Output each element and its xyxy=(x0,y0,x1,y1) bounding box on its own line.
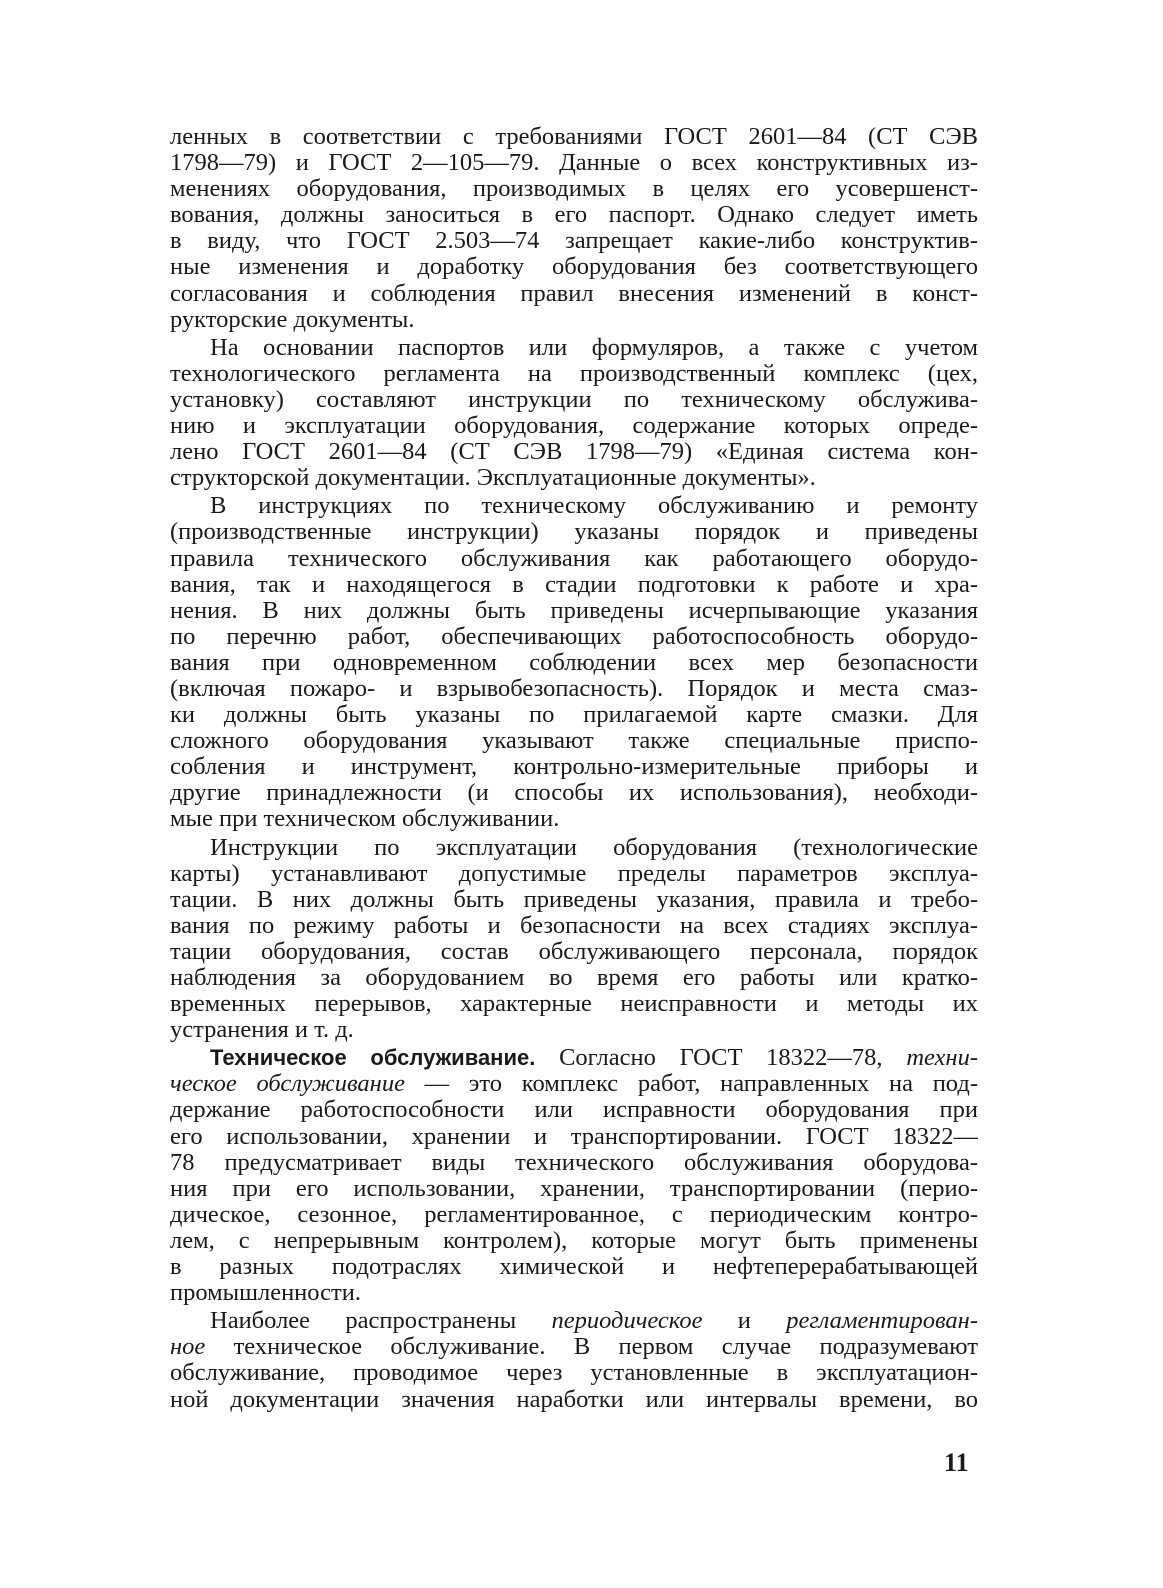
text-line: устранения и т. д. xyxy=(170,1017,354,1044)
text-run: и xyxy=(702,1308,787,1335)
text-line: согласования и соблюдения правил внесения изменений в конст- xyxy=(170,280,978,307)
text-line: вания при одновременном соблюдении всех мер безопасности xyxy=(170,649,978,676)
text-line: менениях оборудования, производимых в целях его усовершенст- xyxy=(170,176,978,203)
text-line: тации оборудования, состав обслуживающего персонала, порядок xyxy=(170,938,978,965)
text-line: лем, с непрерывным контролем), которые могут быть применены xyxy=(170,1227,978,1254)
text-line: в виду, что ГОСТ 2.503—74 запрещает какие-либо конструктив- xyxy=(170,228,978,255)
italic-term: регламентирован- xyxy=(786,1308,978,1335)
text-line: ные изменения и доработку оборудования без соответствующего xyxy=(170,254,978,281)
section-heading: Техническое обслуживание. xyxy=(210,1045,536,1071)
text-line: Инструкции по эксплуатации оборудования (технологические xyxy=(210,834,978,861)
text-line xyxy=(170,1045,978,1071)
text-line: правила технического обслуживания как работающего оборудо- xyxy=(170,545,978,572)
document-page xyxy=(170,124,978,1413)
text-line: нения. В них должны быть приведены исчерпывающие указания xyxy=(170,597,978,624)
text-line: карты) устанавливают допустимые пределы параметров эксплуа- xyxy=(170,860,978,887)
paragraph-2 xyxy=(170,335,978,492)
text-line: В инструкциях по техническому обслуживанию и ремонту xyxy=(210,493,978,520)
text-line: нию и эксплуатации оборудования, содержание которых опреде- xyxy=(170,413,978,440)
text-line: 78 предусматривает виды технического обслуживания оборудова- xyxy=(170,1149,978,1176)
text-line: ки должны быть указаны по прилагаемой карте смазки. Для xyxy=(170,702,978,729)
text-run: Наиболее распространены xyxy=(210,1308,552,1335)
text-line: по перечню работ, обеспечивающих работоспособность оборудо- xyxy=(170,623,978,650)
text-line: вания, так и находящегося в стадии подготовки к работе и хра- xyxy=(170,571,978,598)
text-line xyxy=(170,1071,978,1097)
italic-term: ное xyxy=(170,1334,206,1361)
italic-term: периодическое xyxy=(551,1308,703,1335)
text-run: Согласно ГОСТ 18322—78, xyxy=(535,1045,907,1072)
text-line: (производственные инструкции) указаны порядок и приведены xyxy=(170,519,978,546)
paragraph-6 xyxy=(170,1308,978,1412)
text-line: тации. В них должны быть приведены указания, правила и требо- xyxy=(170,886,978,913)
text-line: его использовании, хранении и транспортировании. ГОСТ 18322— xyxy=(170,1123,978,1150)
text-line: технологического регламента на производственный комплекс (цех, xyxy=(170,360,978,387)
paragraph-3 xyxy=(170,493,978,832)
text-line: рукторские документы. xyxy=(170,306,415,333)
text-line: другие принадлежности (и способы их использования), необходи- xyxy=(170,780,978,807)
text-line: ной документации значения наработки или интервалы времени, во xyxy=(170,1386,978,1413)
text-line: вания по режиму работы и безопасности на всех стадиях эксплуа- xyxy=(170,912,978,939)
text-line: временных перерывов, характерные неисправности и методы их xyxy=(170,991,978,1018)
text-line: установку) составляют инструкции по техническому обслужива- xyxy=(170,386,978,413)
text-line: (включая пожаро- и взрывобезопасность). Порядок и места смаз- xyxy=(170,675,978,702)
paragraph-1 xyxy=(170,124,978,333)
text-line: структорской документации. Эксплуатационные документы». xyxy=(170,465,816,492)
text-line: наблюдения за оборудованием во время его работы или кратко- xyxy=(170,965,978,991)
paragraph-5 xyxy=(170,1045,978,1306)
text-line: лено ГОСТ 2601—84 (СТ СЭВ 1798—79) «Единая система кон- xyxy=(170,439,978,466)
text-line: мые при техническом обслуживании. xyxy=(170,806,560,833)
text-line: сложного оборудования указывают также специальные приспо- xyxy=(170,728,978,755)
text-line: в разных подотраслях химической и нефтеперерабатывающей xyxy=(170,1254,978,1281)
text-line xyxy=(170,1308,978,1334)
paragraph-4 xyxy=(170,835,978,1044)
text-run: — это комплекс работ, направленных на под- xyxy=(404,1071,978,1098)
text-line: собления и инструмент, контрольно-измерительные приборы и xyxy=(170,754,978,781)
text-line xyxy=(170,1334,978,1360)
text-line: ния при его использовании, хранении, транспортировании (перио- xyxy=(170,1175,978,1202)
text-line: дическое, сезонное, регламентированное, с периодическим контро- xyxy=(170,1201,978,1228)
text-line: вования, должны заноситься в его паспорт. Однако следует иметь xyxy=(170,202,978,229)
text-line: ленных в соответствии с требованиями ГОСТ 2601—84 (СТ СЭВ xyxy=(170,124,978,150)
text-line: 1798—79) и ГОСТ 2—105—79. Данные о всех конструктивных из- xyxy=(170,150,978,177)
page-number: 11 xyxy=(944,1448,969,1477)
italic-term: техни- xyxy=(906,1045,978,1072)
text-line: обслуживание, проводимое через установленные в эксплуатацион- xyxy=(170,1360,978,1387)
text-line: На основании паспортов или формуляров, а также с учетом xyxy=(210,334,978,361)
text-line: держание работоспособности или исправности оборудования при xyxy=(170,1097,978,1124)
italic-term: ческое обслуживание xyxy=(170,1071,405,1098)
text-line: промышленности. xyxy=(170,1280,361,1307)
text-run: техническое обслуживание. В первом случае подразумевают xyxy=(205,1334,978,1361)
